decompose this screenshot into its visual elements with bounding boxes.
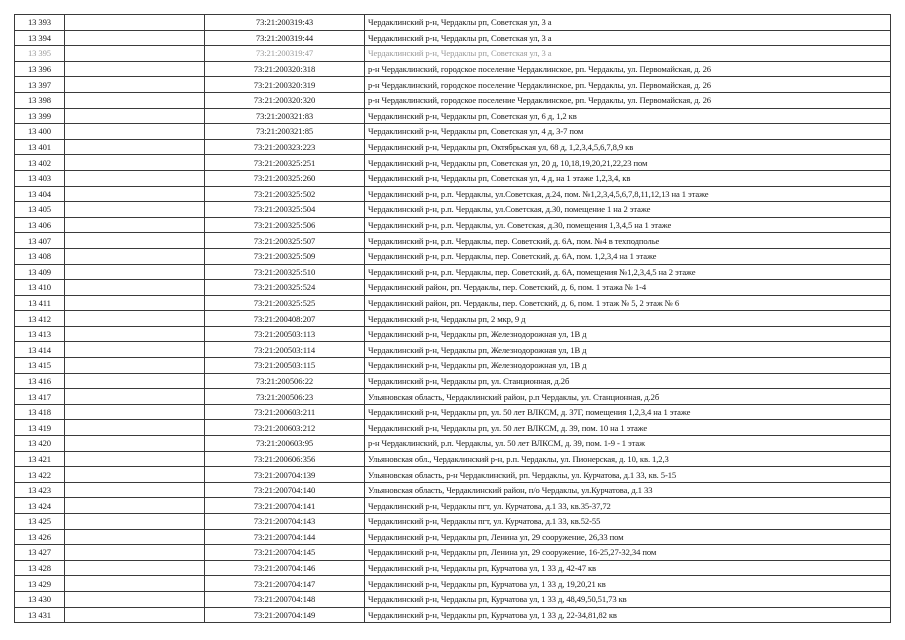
empty-cell <box>65 186 205 202</box>
table-row <box>15 202 891 218</box>
row-number-cell: 13 406 <box>15 217 65 233</box>
row-number-cell: 13 420 <box>15 436 65 452</box>
address-cell: Ульяновская обл., Чердаклинский р-н, р.п. Чердаклы, ул. Пионерская, д. 10, кв. 1,2,3 <box>365 451 891 467</box>
cadastral-number-cell: 73:21:200503:113 <box>205 326 365 342</box>
address-cell: р-н Чердаклинский, городское поселение Чердаклинское, рп. Чердаклы, ул. Первомайская, д. 26 <box>365 77 891 93</box>
empty-cell <box>65 373 205 389</box>
empty-cell <box>65 607 205 623</box>
empty-cell <box>65 311 205 327</box>
empty-cell <box>65 545 205 561</box>
row-number-cell: 13 401 <box>15 139 65 155</box>
table-row <box>15 560 891 576</box>
address-cell: Чердаклинский р-н, Чердаклы рп, Ленина ул, 29 сооружение, 16-25,27-32,34 пом <box>365 545 891 561</box>
cadastral-number-cell: 73:21:200319:44 <box>205 30 365 46</box>
row-number-cell: 13 394 <box>15 30 65 46</box>
empty-cell <box>65 155 205 171</box>
table-row <box>15 326 891 342</box>
table-row <box>15 186 891 202</box>
address-cell: Чердаклинский р-н, Чердаклы рп, Железнодорожная ул, 1В д <box>365 342 891 358</box>
table-row <box>15 295 891 311</box>
table-row <box>15 451 891 467</box>
empty-cell <box>65 280 205 296</box>
address-cell: Чердаклинский р-н, Чердаклы рп, 2 мкр, 9 д <box>365 311 891 327</box>
address-cell: Чердаклинский р-н, Чердаклы рп, ул. Станционная, д.2б <box>365 373 891 389</box>
cadastral-number-cell: 73:21:200704:148 <box>205 591 365 607</box>
table-row <box>15 482 891 498</box>
table-row <box>15 280 891 296</box>
cadastral-number-cell: 73:21:200325:524 <box>205 280 365 296</box>
cadastral-number-cell: 73:21:200704:141 <box>205 498 365 514</box>
address-cell: Чердаклинский р-н, Чердаклы рп, Советская ул, 4 д, 3-7 пом <box>365 124 891 140</box>
empty-cell <box>65 436 205 452</box>
address-cell: Чердаклинский р-н, Чердаклы рп, ул. 50 лет ВЛКСМ, д. 39, пом. 10 на 1 этаже <box>365 420 891 436</box>
row-number-cell: 13 415 <box>15 358 65 374</box>
cadastral-number-cell: 73:21:200319:43 <box>205 15 365 31</box>
table-row <box>15 467 891 483</box>
table-row <box>15 389 891 405</box>
table-row <box>15 264 891 280</box>
empty-cell <box>65 233 205 249</box>
empty-cell <box>65 139 205 155</box>
cadastral-number-cell: 73:21:200325:251 <box>205 155 365 171</box>
cadastral-number-cell: 73:21:200321:85 <box>205 124 365 140</box>
row-number-cell: 13 395 <box>15 46 65 62</box>
cadastral-number-cell: 73:21:200704:146 <box>205 560 365 576</box>
empty-cell <box>65 202 205 218</box>
cadastral-number-cell: 73:21:200325:509 <box>205 248 365 264</box>
address-cell: Чердаклинский р-н, Чердаклы рп, Советская ул, 3 а <box>365 46 891 62</box>
table-row <box>15 30 891 46</box>
table-row <box>15 170 891 186</box>
empty-cell <box>65 404 205 420</box>
row-number-cell: 13 423 <box>15 482 65 498</box>
table-row <box>15 498 891 514</box>
address-cell: Чердаклинский р-н, р.п. Чердаклы, пер. Советский, д. 6А, пом. 1,2,3,4 на 1 этаже <box>365 248 891 264</box>
table-row <box>15 124 891 140</box>
row-number-cell: 13 400 <box>15 124 65 140</box>
cadastral-number-cell: 73:21:200603:211 <box>205 404 365 420</box>
table-row <box>15 591 891 607</box>
cadastral-number-cell: 73:21:200320:320 <box>205 92 365 108</box>
empty-cell <box>65 514 205 530</box>
table-row <box>15 248 891 264</box>
row-number-cell: 13 396 <box>15 61 65 77</box>
document-page <box>14 14 891 623</box>
address-cell: Чердаклинский р-н, Чердаклы пгт, ул. Курчатова, д.1 33, кв.52-55 <box>365 514 891 530</box>
cadastral-number-cell: 73:21:200321:83 <box>205 108 365 124</box>
table-row <box>15 342 891 358</box>
address-cell: Чердаклинский район, рп. Чердаклы, пер. Советский, д. 6, пом. 1 этажа № 1-4 <box>365 280 891 296</box>
cadastral-number-cell: 73:21:200325:502 <box>205 186 365 202</box>
empty-cell <box>65 170 205 186</box>
row-number-cell: 13 422 <box>15 467 65 483</box>
empty-cell <box>65 560 205 576</box>
cadastral-number-cell: 73:21:200325:510 <box>205 264 365 280</box>
table-row <box>15 373 891 389</box>
cadastral-number-cell: 73:21:200319:47 <box>205 46 365 62</box>
row-number-cell: 13 426 <box>15 529 65 545</box>
address-cell: р-н Чердаклинский, городское поселение Чердаклинское, рп. Чердаклы, ул. Первомайская, д. 26 <box>365 92 891 108</box>
cadastral-number-cell: 73:21:200603:212 <box>205 420 365 436</box>
table-row <box>15 217 891 233</box>
row-number-cell: 13 419 <box>15 420 65 436</box>
row-number-cell: 13 425 <box>15 514 65 530</box>
row-number-cell: 13 429 <box>15 576 65 592</box>
address-cell: Чердаклинский р-н, р.п. Чердаклы, ул. Советская, д.30, помещения 1,3,4,5 на 1 этаже <box>365 217 891 233</box>
cadastral-number-cell: 73:21:200704:144 <box>205 529 365 545</box>
table-row <box>15 155 891 171</box>
empty-cell <box>65 217 205 233</box>
empty-cell <box>65 576 205 592</box>
address-cell: р-н Чердаклинский, р.п. Чердаклы, ул. 50 лет ВЛКСМ, д. 39, пом. 1-9 - 1 этаж <box>365 436 891 452</box>
table-row <box>15 77 891 93</box>
cadastral-number-cell: 73:21:200506:22 <box>205 373 365 389</box>
cadastral-number-cell: 73:21:200704:147 <box>205 576 365 592</box>
row-number-cell: 13 428 <box>15 560 65 576</box>
property-table <box>14 14 891 623</box>
address-cell: Чердаклинский р-н, р.п. Чердаклы, ул.Советская, д.30, помещение 1 на 2 этаже <box>365 202 891 218</box>
empty-cell <box>65 342 205 358</box>
table-body <box>15 15 891 623</box>
cadastral-number-cell: 73:21:200325:525 <box>205 295 365 311</box>
cadastral-number-cell: 73:21:200325:260 <box>205 170 365 186</box>
cadastral-number-cell: 73:21:200320:318 <box>205 61 365 77</box>
row-number-cell: 13 417 <box>15 389 65 405</box>
cadastral-number-cell: 73:21:200325:507 <box>205 233 365 249</box>
row-number-cell: 13 414 <box>15 342 65 358</box>
table-row <box>15 420 891 436</box>
row-number-cell: 13 430 <box>15 591 65 607</box>
address-cell: Чердаклинский р-н, Чердаклы пгт, ул. Курчатова, д.1 33, кв.35-37,72 <box>365 498 891 514</box>
table-row <box>15 436 891 452</box>
row-number-cell: 13 418 <box>15 404 65 420</box>
row-number-cell: 13 407 <box>15 233 65 249</box>
row-number-cell: 13 402 <box>15 155 65 171</box>
address-cell: Чердаклинский р-н, Чердаклы рп, Курчатова ул, 1 33 д, 19,20,21 кв <box>365 576 891 592</box>
empty-cell <box>65 30 205 46</box>
cadastral-number-cell: 73:21:200325:504 <box>205 202 365 218</box>
row-number-cell: 13 399 <box>15 108 65 124</box>
row-number-cell: 13 405 <box>15 202 65 218</box>
table-row <box>15 61 891 77</box>
empty-cell <box>65 108 205 124</box>
row-number-cell: 13 404 <box>15 186 65 202</box>
table-row <box>15 529 891 545</box>
table-row <box>15 576 891 592</box>
empty-cell <box>65 264 205 280</box>
row-number-cell: 13 412 <box>15 311 65 327</box>
table-row <box>15 514 891 530</box>
empty-cell <box>65 326 205 342</box>
address-cell: Чердаклинский р-н, Чердаклы рп, Курчатова ул, 1 33 д, 42-47 кв <box>365 560 891 576</box>
table-row <box>15 92 891 108</box>
row-number-cell: 13 413 <box>15 326 65 342</box>
row-number-cell: 13 410 <box>15 280 65 296</box>
cadastral-number-cell: 73:21:200704:139 <box>205 467 365 483</box>
empty-cell <box>65 46 205 62</box>
cadastral-number-cell: 73:21:200503:114 <box>205 342 365 358</box>
cadastral-number-cell: 73:21:200408:207 <box>205 311 365 327</box>
empty-cell <box>65 77 205 93</box>
empty-cell <box>65 295 205 311</box>
address-cell: Чердаклинский р-н, Чердаклы рп, Железнодорожная ул, 1В д <box>365 358 891 374</box>
row-number-cell: 13 393 <box>15 15 65 31</box>
empty-cell <box>65 451 205 467</box>
address-cell: Чердаклинский р-н, Чердаклы рп, Советская ул, 3 а <box>365 15 891 31</box>
cadastral-number-cell: 73:21:200704:145 <box>205 545 365 561</box>
address-cell: Чердаклинский р-н, Чердаклы рп, Октябрьская ул, 68 д, 1,2,3,4,5,6,7,8,9 кв <box>365 139 891 155</box>
address-cell: р-н Чердаклинский, городское поселение Чердаклинское, рп. Чердаклы, ул. Первомайская, д. 26 <box>365 61 891 77</box>
address-cell: Чердаклинский р-н, Чердаклы рп, Советская ул, 6 д, 1,2 кв <box>365 108 891 124</box>
address-cell: Ульяновская область, Чердаклинский район, р.п Чердаклы, ул. Станционная, д.2б <box>365 389 891 405</box>
row-number-cell: 13 431 <box>15 607 65 623</box>
table-row <box>15 46 891 62</box>
table-row <box>15 108 891 124</box>
cadastral-number-cell: 73:21:200704:149 <box>205 607 365 623</box>
empty-cell <box>65 591 205 607</box>
address-cell: Чердаклинский р-н, Чердаклы рп, Курчатова ул, 1 33 д, 48,49,50,51,73 кв <box>365 591 891 607</box>
table-row <box>15 139 891 155</box>
cadastral-number-cell: 73:21:200704:140 <box>205 482 365 498</box>
row-number-cell: 13 403 <box>15 170 65 186</box>
empty-cell <box>65 92 205 108</box>
row-number-cell: 13 411 <box>15 295 65 311</box>
cadastral-number-cell: 73:21:200320:319 <box>205 77 365 93</box>
row-number-cell: 13 409 <box>15 264 65 280</box>
row-number-cell: 13 427 <box>15 545 65 561</box>
address-cell: Чердаклинский р-н, Чердаклы рп, Советская ул, 20 д, 10,18,19,20,21,22,23 пом <box>365 155 891 171</box>
address-cell: Чердаклинский р-н, Чердаклы рп, ул. 50 лет ВЛКСМ, д. 37Г, помещения 1,2,3,4 на 1 этаже <box>365 404 891 420</box>
empty-cell <box>65 248 205 264</box>
empty-cell <box>65 124 205 140</box>
address-cell: Чердаклинский р-н, Чердаклы рп, Курчатова ул, 1 33 д, 22-34,81,82 кв <box>365 607 891 623</box>
address-cell: Чердаклинский р-н, р.п. Чердаклы, пер. Советский, д. 6А, помещения №1,2,3,4,5 на 2 этаже <box>365 264 891 280</box>
row-number-cell: 13 424 <box>15 498 65 514</box>
empty-cell <box>65 61 205 77</box>
empty-cell <box>65 482 205 498</box>
empty-cell <box>65 420 205 436</box>
address-cell: Чердаклинский р-н, Чердаклы рп, Железнодорожная ул, 1В д <box>365 326 891 342</box>
row-number-cell: 13 416 <box>15 373 65 389</box>
table-row <box>15 607 891 623</box>
cadastral-number-cell: 73:21:200323:223 <box>205 139 365 155</box>
table-row <box>15 545 891 561</box>
row-number-cell: 13 421 <box>15 451 65 467</box>
row-number-cell: 13 398 <box>15 92 65 108</box>
table-row <box>15 233 891 249</box>
empty-cell <box>65 467 205 483</box>
cadastral-number-cell: 73:21:200503:115 <box>205 358 365 374</box>
table-row <box>15 311 891 327</box>
cadastral-number-cell: 73:21:200704:143 <box>205 514 365 530</box>
address-cell: Чердаклинский р-н, р.п. Чердаклы, пер. Советский, д. 6А, пом. №4 в техподполье <box>365 233 891 249</box>
table-row <box>15 404 891 420</box>
address-cell: Чердаклинский р-н, Чердаклы рп, Ленина ул, 29 сооружение, 26,33 пом <box>365 529 891 545</box>
cadastral-number-cell: 73:21:200603:95 <box>205 436 365 452</box>
address-cell: Ульяновская область, Чердаклинский район, п/о Чердаклы, ул.Курчатова, д.1 33 <box>365 482 891 498</box>
table-row <box>15 358 891 374</box>
empty-cell <box>65 498 205 514</box>
address-cell: Ульяновская область, р-н Чердаклинский, рп. Чердаклы, ул. Курчатова, д.1 33, кв. 5-15 <box>365 467 891 483</box>
table-row <box>15 15 891 31</box>
empty-cell <box>65 389 205 405</box>
empty-cell <box>65 15 205 31</box>
row-number-cell: 13 408 <box>15 248 65 264</box>
address-cell: Чердаклинский р-н, р.п. Чердаклы, ул.Советская, д.24, пом. №1,2,3,4,5,6,7,8,11,12,13 на 1 этаже <box>365 186 891 202</box>
cadastral-number-cell: 73:21:200325:506 <box>205 217 365 233</box>
address-cell: Чердаклинский район, рп. Чердаклы, пер. Советский, д. 6, пом. 1 этаж № 5, 2 этаж № 6 <box>365 295 891 311</box>
address-cell: Чердаклинский р-н, Чердаклы рп, Советская ул, 3 а <box>365 30 891 46</box>
empty-cell <box>65 529 205 545</box>
row-number-cell: 13 397 <box>15 77 65 93</box>
empty-cell <box>65 358 205 374</box>
address-cell: Чердаклинский р-н, Чердаклы рп, Советская ул, 4 д, на 1 этаже 1,2,3,4, кв <box>365 170 891 186</box>
cadastral-number-cell: 73:21:200606:356 <box>205 451 365 467</box>
cadastral-number-cell: 73:21:200506:23 <box>205 389 365 405</box>
